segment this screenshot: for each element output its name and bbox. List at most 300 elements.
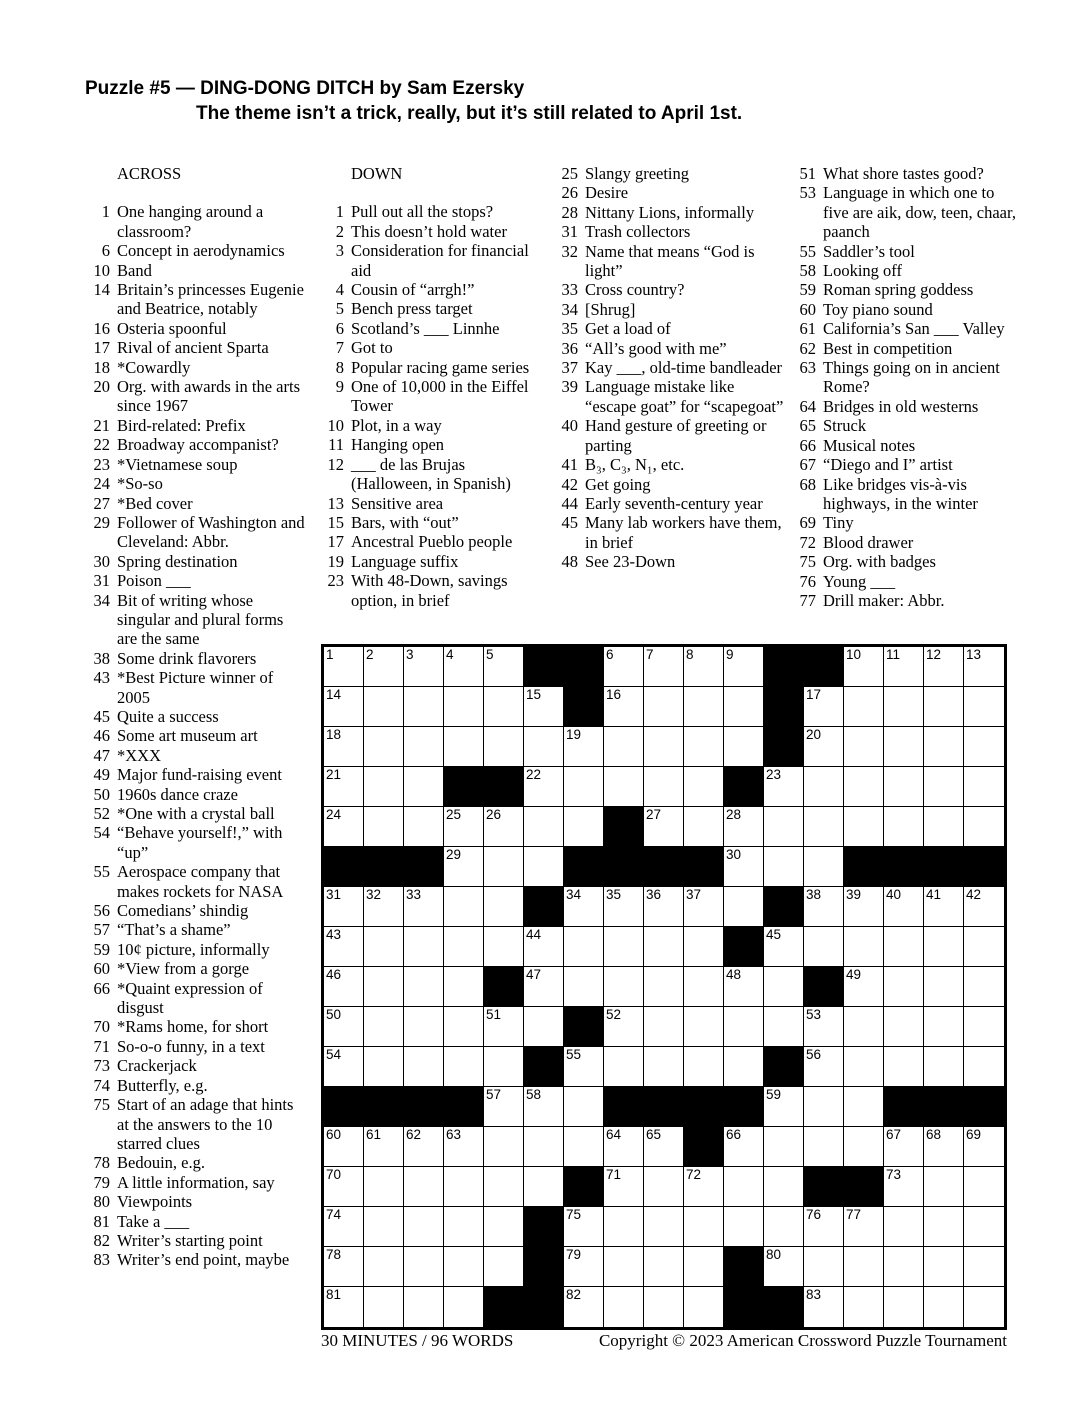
grid-cell[interactable] [524, 1167, 564, 1207]
clue-down-32 [550, 242, 788, 281]
grid-cell[interactable] [844, 1207, 884, 1247]
grid-cell[interactable] [444, 847, 484, 887]
grid-cell[interactable] [364, 767, 404, 807]
grid-cell[interactable] [964, 767, 1004, 807]
grid-cell[interactable] [564, 1287, 604, 1327]
grid-cell[interactable] [684, 967, 724, 1007]
grid-cell[interactable] [724, 687, 764, 727]
grid-cell[interactable] [964, 727, 1004, 767]
grid-cell[interactable] [404, 767, 444, 807]
grid-cell[interactable] [924, 807, 964, 847]
grid-cell[interactable] [324, 1167, 364, 1207]
clue-number: 25 [561, 164, 578, 183]
grid-cell[interactable] [884, 687, 924, 727]
grid-cell[interactable] [564, 727, 604, 767]
grid-cell[interactable] [964, 1167, 1004, 1207]
grid-cell[interactable] [884, 967, 924, 1007]
grid-cell[interactable] [684, 1247, 724, 1287]
grid-cell[interactable] [684, 1167, 724, 1207]
clue-down-8 [316, 358, 542, 377]
grid-cell[interactable] [444, 1207, 484, 1247]
grid-cell[interactable] [844, 1127, 884, 1167]
grid-cell-number: 63 [446, 1127, 462, 1142]
clue-number: 80 [93, 1192, 110, 1212]
clue-down-36 [550, 339, 788, 358]
grid-cell[interactable] [724, 967, 764, 1007]
grid-cell[interactable] [524, 687, 564, 727]
clue-number: 55 [93, 862, 110, 882]
grid-cell[interactable] [444, 727, 484, 767]
grid-cell[interactable] [684, 647, 724, 687]
grid-cell[interactable] [644, 1047, 684, 1087]
grid-cell[interactable] [884, 927, 924, 967]
grid-cell[interactable] [364, 1247, 404, 1287]
grid-cell[interactable] [924, 767, 964, 807]
grid-cell[interactable] [684, 1287, 724, 1327]
grid-cell[interactable] [964, 1127, 1004, 1167]
grid-cell[interactable] [924, 1287, 964, 1327]
grid-cell[interactable] [364, 1167, 404, 1207]
grid-cell[interactable] [804, 1047, 844, 1087]
grid-cell[interactable] [844, 1007, 884, 1047]
grid-cell-number: 82 [566, 1287, 582, 1302]
grid-cell[interactable] [604, 647, 644, 687]
grid-cell[interactable] [484, 687, 524, 727]
grid-cell[interactable] [644, 1247, 684, 1287]
grid-cell[interactable] [604, 1167, 644, 1207]
grid-cell[interactable] [884, 887, 924, 927]
grid-cell[interactable] [884, 647, 924, 687]
grid-cell[interactable] [444, 1127, 484, 1167]
grid-cell[interactable] [924, 927, 964, 967]
grid-cell[interactable] [604, 1287, 644, 1327]
grid-cell[interactable] [604, 967, 644, 1007]
grid-cell[interactable] [884, 1167, 924, 1207]
grid-cell[interactable] [324, 1127, 364, 1167]
clue-number: 61 [799, 319, 816, 339]
grid-cell[interactable] [604, 687, 644, 727]
across-header: ACROSS [117, 164, 182, 183]
clue-across-30 [82, 552, 305, 571]
grid-cell[interactable] [724, 1127, 764, 1167]
grid-cell[interactable] [604, 1127, 644, 1167]
grid-cell[interactable] [404, 687, 444, 727]
clue-text: Comedians’ shindig [117, 901, 249, 921]
grid-cell[interactable] [604, 767, 644, 807]
grid-cell[interactable] [724, 1167, 764, 1207]
grid-cell[interactable] [764, 847, 804, 887]
grid-cell[interactable] [484, 927, 524, 967]
grid-cell[interactable] [404, 1287, 444, 1327]
grid-cell[interactable] [684, 727, 724, 767]
clue-down-51 [788, 164, 1022, 183]
grid-cell[interactable] [884, 767, 924, 807]
grid-cell[interactable] [484, 847, 524, 887]
grid-cell[interactable] [564, 1127, 604, 1167]
clue-across-24 [82, 474, 305, 493]
grid-cell[interactable] [644, 1287, 684, 1327]
clue-number: 29 [93, 512, 110, 532]
grid-cell[interactable] [444, 647, 484, 687]
grid-cell[interactable] [844, 1047, 884, 1087]
clue-text: Viewpoints [117, 1192, 193, 1212]
grid-cell[interactable] [804, 1207, 844, 1247]
grid-cell[interactable] [924, 1127, 964, 1167]
down-clues-column-continued-2 [788, 164, 1022, 610]
clue-down-28 [550, 203, 788, 222]
grid-cell[interactable] [644, 1167, 684, 1207]
grid-cell[interactable] [844, 887, 884, 927]
grid-cell[interactable] [804, 927, 844, 967]
grid-cell[interactable] [844, 767, 884, 807]
grid-cell[interactable] [644, 1127, 684, 1167]
grid-cell[interactable] [724, 727, 764, 767]
grid-cell[interactable] [364, 1127, 404, 1167]
grid-cell[interactable] [644, 927, 684, 967]
grid-cell[interactable] [764, 1247, 804, 1287]
grid-cell-number: 83 [806, 1287, 822, 1302]
grid-cell[interactable] [644, 887, 684, 927]
grid-cell[interactable] [524, 927, 564, 967]
grid-cell[interactable] [924, 647, 964, 687]
grid-cell[interactable] [484, 647, 524, 687]
grid-cell[interactable] [844, 927, 884, 967]
grid-cell[interactable] [844, 727, 884, 767]
grid-cell[interactable] [444, 1167, 484, 1207]
grid-cell[interactable] [644, 967, 684, 1007]
grid-cell[interactable] [364, 1007, 404, 1047]
grid-cell[interactable] [884, 807, 924, 847]
grid-cell[interactable] [604, 1047, 644, 1087]
grid-cell[interactable] [324, 1287, 364, 1327]
grid-cell[interactable] [324, 1007, 364, 1047]
grid-cell[interactable] [324, 927, 364, 967]
grid-cell-number: 38 [806, 887, 822, 902]
grid-cell[interactable] [444, 1287, 484, 1327]
grid-cell[interactable] [484, 1247, 524, 1287]
grid-cell[interactable] [644, 767, 684, 807]
grid-cell[interactable] [644, 647, 684, 687]
grid-cell[interactable] [964, 1047, 1004, 1087]
grid-cell[interactable] [524, 727, 564, 767]
grid-cell[interactable] [724, 807, 764, 847]
grid-cell[interactable] [764, 1167, 804, 1207]
grid-cell[interactable] [364, 887, 404, 927]
grid-cell[interactable] [404, 1007, 444, 1047]
grid-cell[interactable] [724, 1207, 764, 1247]
grid-cell[interactable] [924, 727, 964, 767]
grid-cell-number: 55 [566, 1047, 582, 1062]
grid-cell[interactable] [404, 647, 444, 687]
clue-number: 17 [93, 338, 110, 358]
grid-cell[interactable] [684, 927, 724, 967]
grid-cell[interactable] [844, 1287, 884, 1327]
grid-cell[interactable] [404, 1047, 444, 1087]
grid-cell[interactable] [444, 807, 484, 847]
clue-across-20 [82, 377, 305, 416]
grid-cell[interactable] [404, 1247, 444, 1287]
grid-cell[interactable] [644, 687, 684, 727]
grid-cell[interactable] [644, 1007, 684, 1047]
grid-cell[interactable] [804, 1127, 844, 1167]
clue-text: Popular racing game series [351, 357, 530, 377]
grid-cell[interactable] [404, 807, 444, 847]
grid-cell[interactable] [324, 1207, 364, 1247]
grid-cell[interactable] [364, 727, 404, 767]
grid-cell[interactable] [804, 727, 844, 767]
grid-cell[interactable] [484, 727, 524, 767]
grid-cell[interactable] [684, 887, 724, 927]
grid-cell[interactable] [924, 887, 964, 927]
grid-cell-number: 54 [326, 1047, 342, 1062]
grid-cell[interactable] [804, 1007, 844, 1047]
clue-down-63 [788, 358, 1022, 397]
grid-cell[interactable] [924, 1007, 964, 1047]
grid-cell[interactable] [604, 1247, 644, 1287]
grid-cell[interactable] [964, 1207, 1004, 1247]
grid-cell-number: 40 [886, 887, 902, 902]
grid-cell[interactable] [564, 927, 604, 967]
grid-cell[interactable] [884, 1127, 924, 1167]
grid-cell[interactable] [804, 887, 844, 927]
grid-cell-black [764, 1047, 804, 1087]
grid-cell[interactable] [364, 1207, 404, 1247]
clue-number: 16 [93, 318, 110, 338]
grid-cell[interactable] [404, 1207, 444, 1247]
grid-cell[interactable] [844, 967, 884, 1007]
grid-cell[interactable] [884, 1247, 924, 1287]
clue-number: 41 [561, 455, 578, 475]
grid-cell[interactable] [484, 807, 524, 847]
grid-cell[interactable] [924, 687, 964, 727]
grid-cell[interactable] [364, 1287, 404, 1327]
grid-cell[interactable] [684, 1007, 724, 1047]
clue-number: 59 [799, 280, 816, 300]
clue-number: 68 [799, 474, 816, 494]
grid-cell[interactable] [564, 1207, 604, 1247]
grid-cell[interactable] [484, 887, 524, 927]
grid-cell[interactable] [764, 807, 804, 847]
grid-cell-black [804, 1167, 844, 1207]
grid-cell[interactable] [684, 767, 724, 807]
grid-cell[interactable] [444, 1007, 484, 1047]
grid-cell[interactable] [564, 1247, 604, 1287]
grid-cell[interactable] [844, 807, 884, 847]
grid-cell[interactable] [844, 1087, 884, 1127]
grid-cell[interactable] [724, 1047, 764, 1087]
grid-cell[interactable] [484, 1127, 524, 1167]
grid-cell[interactable] [324, 1247, 364, 1287]
grid-cell[interactable] [444, 927, 484, 967]
grid-cell[interactable] [764, 927, 804, 967]
grid-cell[interactable] [964, 1287, 1004, 1327]
grid-cell[interactable] [924, 1167, 964, 1207]
grid-cell[interactable] [524, 807, 564, 847]
grid-cell[interactable] [564, 967, 604, 1007]
clue-across-60 [82, 959, 305, 978]
grid-cell[interactable] [804, 1247, 844, 1287]
grid-cell[interactable] [564, 887, 604, 927]
clue-text: Bench press target [351, 299, 473, 319]
clue-text: Broadway accompanist? [117, 435, 279, 455]
grid-cell[interactable] [964, 887, 1004, 927]
grid-cell[interactable] [884, 727, 924, 767]
grid-cell[interactable] [804, 1087, 844, 1127]
grid-cell[interactable] [684, 807, 724, 847]
grid-cell[interactable] [564, 767, 604, 807]
grid-cell-number: 3 [406, 647, 414, 662]
grid-cell[interactable] [724, 647, 764, 687]
grid-cell[interactable] [324, 887, 364, 927]
grid-cell[interactable] [924, 967, 964, 1007]
grid-cell[interactable] [564, 1087, 604, 1127]
grid-cell-number: 20 [806, 727, 822, 742]
grid-cell-number: 48 [726, 967, 742, 982]
grid-cell[interactable] [524, 847, 564, 887]
clue-text: Cousin of “arrgh!” [351, 280, 475, 300]
grid-cell[interactable] [804, 1287, 844, 1327]
grid-cell[interactable] [764, 1127, 804, 1167]
grid-cell[interactable] [444, 967, 484, 1007]
grid-cell[interactable] [404, 887, 444, 927]
grid-cell[interactable] [604, 887, 644, 927]
grid-cell-number: 33 [406, 887, 422, 902]
grid-cell[interactable] [884, 1287, 924, 1327]
grid-cell-black [604, 1087, 644, 1127]
grid-cell[interactable] [964, 807, 1004, 847]
grid-cell[interactable] [924, 1047, 964, 1087]
clue-number: 50 [93, 784, 110, 804]
grid-cell[interactable] [844, 1247, 884, 1287]
clue-text: Some art museum art [117, 726, 258, 746]
grid-cell[interactable] [324, 1047, 364, 1087]
grid-cell[interactable] [524, 1087, 564, 1127]
grid-cell[interactable] [484, 1167, 524, 1207]
grid-cell-number: 47 [526, 967, 542, 982]
clue-down-69 [788, 513, 1022, 532]
grid-cell[interactable] [604, 1007, 644, 1047]
grid-cell[interactable] [364, 687, 404, 727]
grid-cell[interactable] [364, 927, 404, 967]
grid-cell[interactable] [564, 1047, 604, 1087]
grid-cell[interactable] [644, 1207, 684, 1247]
grid-cell[interactable] [924, 1207, 964, 1247]
grid-cell[interactable] [444, 887, 484, 927]
grid-cell[interactable] [444, 1047, 484, 1087]
grid-cell[interactable] [524, 1007, 564, 1047]
grid-cell[interactable] [724, 847, 764, 887]
grid-cell[interactable] [804, 767, 844, 807]
clue-number: 38 [93, 648, 110, 668]
clue-number: 20 [93, 377, 110, 397]
clue-down-41 [550, 455, 788, 474]
grid-cell[interactable] [884, 1047, 924, 1087]
grid-cell[interactable] [964, 927, 1004, 967]
grid-cell[interactable] [404, 927, 444, 967]
clue-down-58 [788, 261, 1022, 280]
grid-cell[interactable] [764, 1087, 804, 1127]
grid-cell[interactable] [524, 967, 564, 1007]
grid-cell[interactable] [884, 1007, 924, 1047]
grid-cell[interactable] [324, 767, 364, 807]
grid-cell-black [684, 1087, 724, 1127]
grid-cell[interactable] [964, 967, 1004, 1007]
clue-across-66 [82, 979, 305, 1018]
grid-cell[interactable] [844, 647, 884, 687]
grid-cell[interactable] [964, 687, 1004, 727]
grid-cell[interactable] [884, 1207, 924, 1247]
grid-cell[interactable] [324, 647, 364, 687]
grid-cell[interactable] [724, 887, 764, 927]
grid-cell[interactable] [364, 807, 404, 847]
grid-cell[interactable] [644, 727, 684, 767]
grid-cell[interactable] [964, 1247, 1004, 1287]
grid-cell[interactable] [764, 1207, 804, 1247]
grid-cell[interactable] [484, 1007, 524, 1047]
grid-cell[interactable] [764, 767, 804, 807]
grid-cell[interactable] [324, 687, 364, 727]
grid-cell-black [884, 1087, 924, 1127]
grid-cell[interactable] [604, 727, 644, 767]
grid-cell[interactable] [564, 807, 604, 847]
clue-number: 60 [93, 959, 110, 979]
grid-cell[interactable] [324, 807, 364, 847]
grid-cell[interactable] [444, 687, 484, 727]
grid-cell[interactable] [524, 767, 564, 807]
clue-text: *Rams home, for short [117, 1017, 269, 1037]
grid-cell-number: 1 [326, 647, 334, 662]
grid-cell[interactable] [684, 1207, 724, 1247]
grid-cell[interactable] [844, 687, 884, 727]
grid-cell[interactable] [924, 1247, 964, 1287]
grid-cell[interactable] [484, 1087, 524, 1127]
grid-cell[interactable] [964, 647, 1004, 687]
clue-across-34 [82, 591, 305, 649]
clue-text: Young ___ [823, 571, 896, 591]
clue-text: Butterfly, e.g. [117, 1075, 208, 1095]
grid-cell[interactable] [764, 1007, 804, 1047]
grid-cell[interactable] [364, 967, 404, 1007]
grid-cell[interactable] [324, 727, 364, 767]
grid-cell[interactable] [404, 1167, 444, 1207]
grid-cell[interactable] [804, 807, 844, 847]
grid-cell[interactable] [364, 1047, 404, 1087]
clue-number: 37 [561, 358, 578, 378]
grid-cell[interactable] [684, 1047, 724, 1087]
grid-cell[interactable] [484, 1047, 524, 1087]
grid-cell[interactable] [404, 727, 444, 767]
grid-cell[interactable] [764, 967, 804, 1007]
grid-cell-black [524, 647, 564, 687]
grid-cell[interactable] [484, 1207, 524, 1247]
grid-cell[interactable] [604, 927, 644, 967]
grid-cell[interactable] [524, 1127, 564, 1167]
grid-cell[interactable] [364, 647, 404, 687]
grid-cell[interactable] [724, 1007, 764, 1047]
grid-cell[interactable] [604, 1207, 644, 1247]
clue-text: With 48-Down, savings option, in brief [351, 571, 508, 610]
grid-cell[interactable] [404, 967, 444, 1007]
grid-cell[interactable] [644, 807, 684, 847]
grid-cell[interactable] [324, 967, 364, 1007]
grid-cell-number: 42 [966, 887, 982, 902]
grid-cell[interactable] [804, 687, 844, 727]
grid-cell[interactable] [684, 687, 724, 727]
grid-cell[interactable] [964, 1007, 1004, 1047]
grid-cell[interactable] [444, 1247, 484, 1287]
grid-cell[interactable] [804, 847, 844, 887]
grid-cell[interactable] [404, 1127, 444, 1167]
